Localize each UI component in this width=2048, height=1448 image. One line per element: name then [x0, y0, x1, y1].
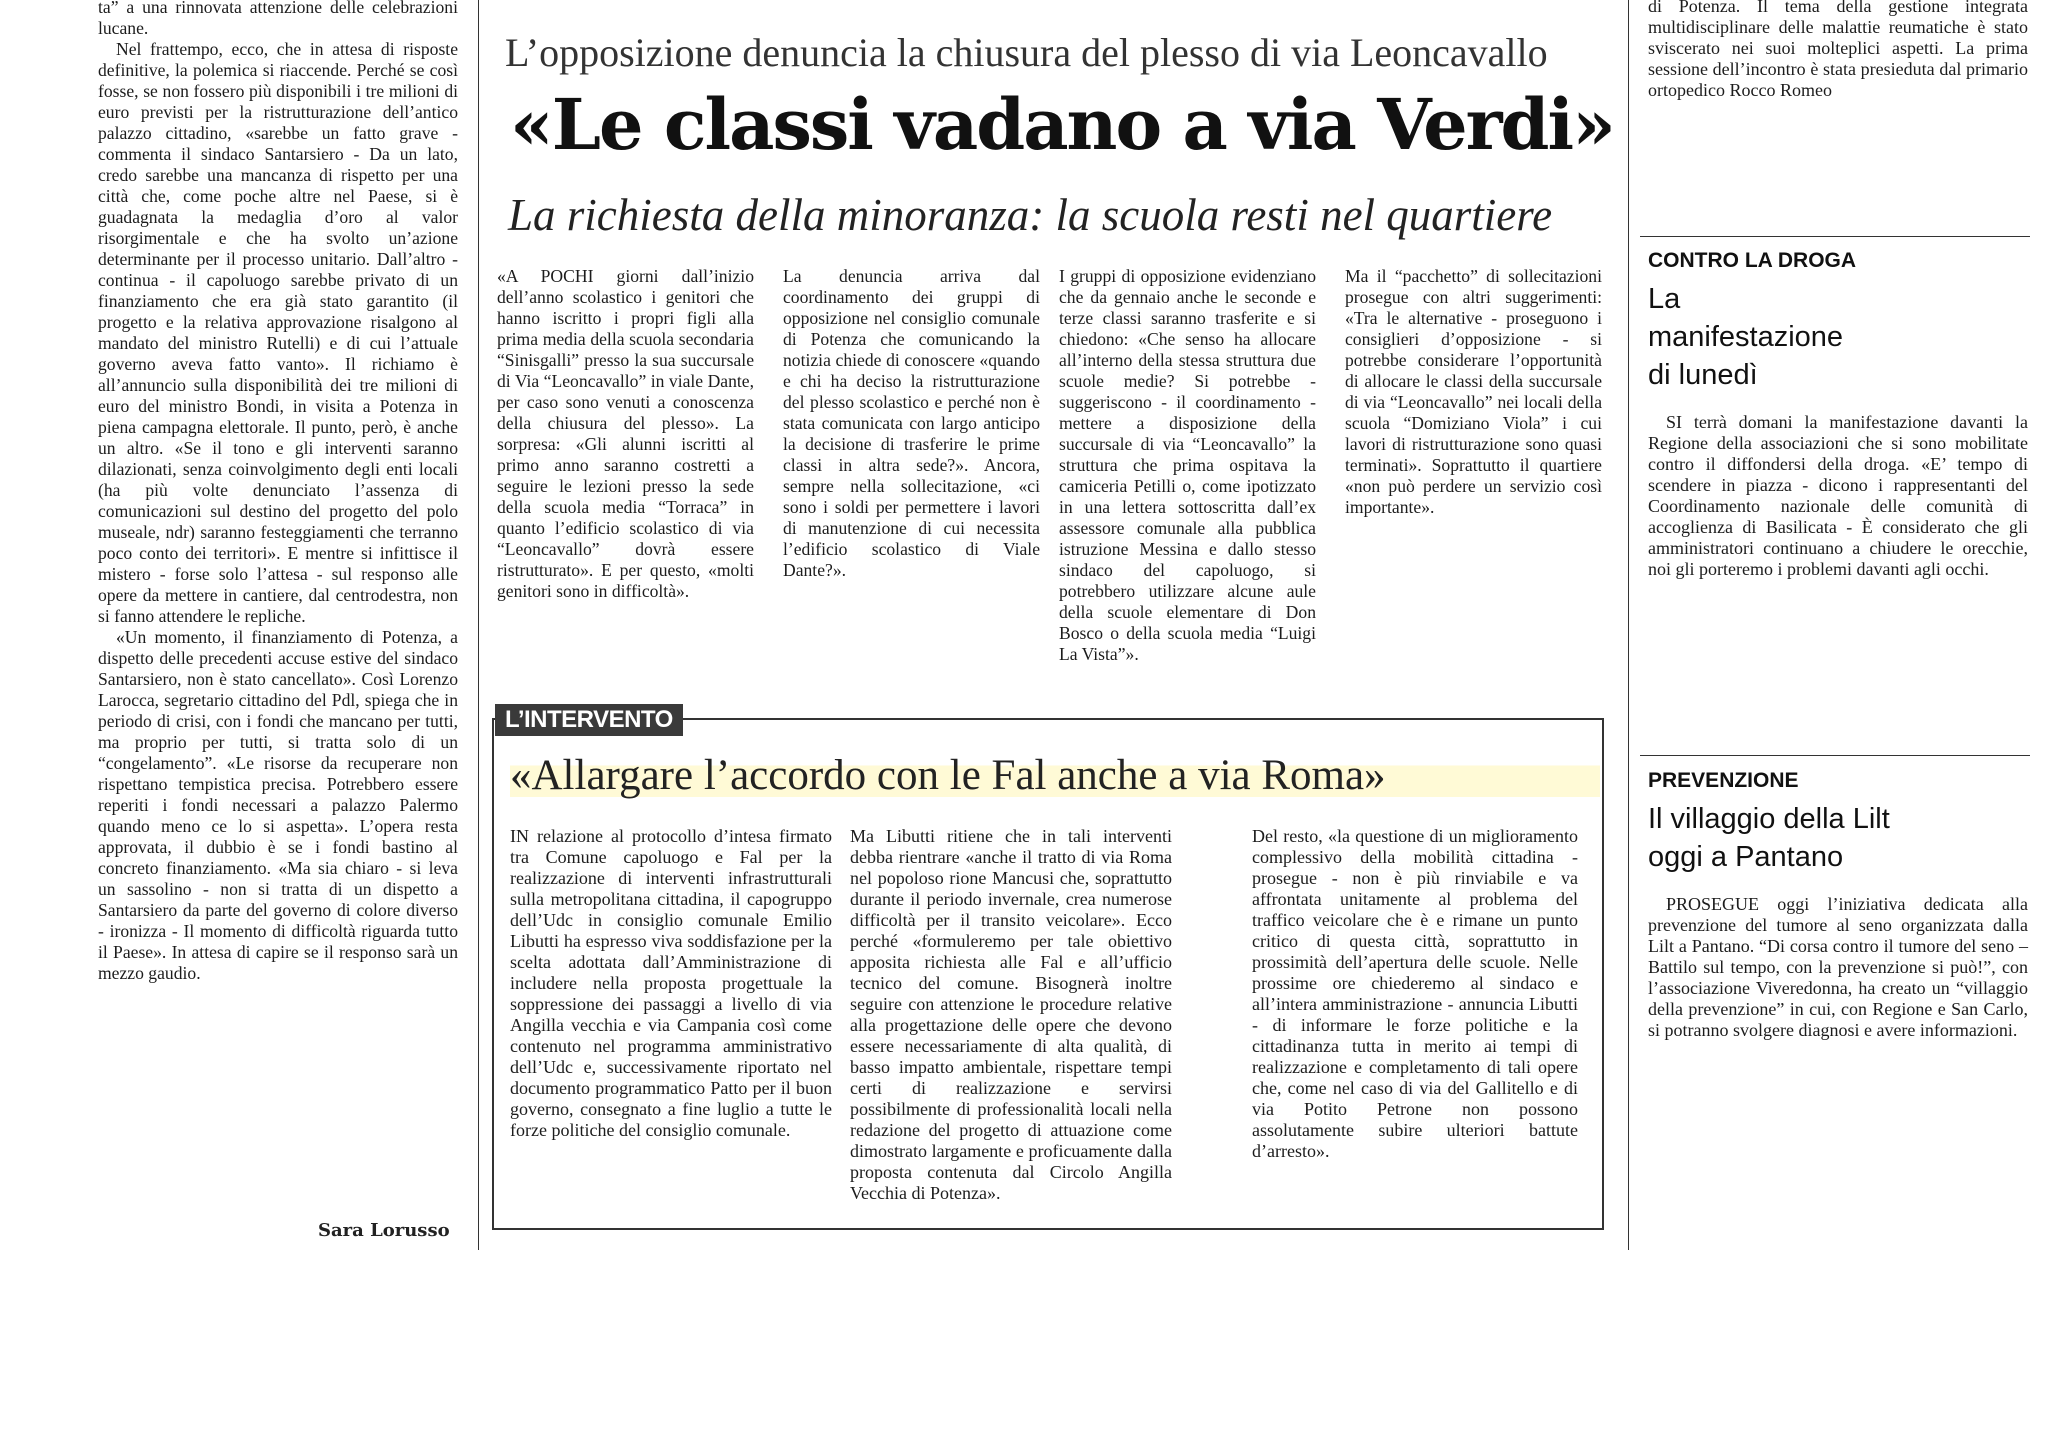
section-body: SI terrà domani la manifestazione davanti la Regione della associazioni che si sono mobilitate contro il diffondersi della droga. «E’ tempo di scendere in piazza - dicono i rappresentanti del Coordinamento nazionale delle comunità di accoglienza di Basilicata - È considerato che gli amministratori continuano a chiudere le orecchie, noi gli porteremo i problemi davanti agli occhi. [1648, 412, 2028, 579]
intervento-column [1252, 826, 1578, 1162]
article-paragraph: Ma il “pacchetto” di sollecitazioni prosegue con altri suggerimenti: «Tra le alternative - proseguono i consiglieri d’opposizione - si potrebbe considerare l’opportunità di allocare le classi della succursale di via “Leoncavallo” nei locali della scuola “Domiziano Viola” i cui lavori di ristrutturazione sono quasi terminati». Soprattutto il quartiere «non può perdere un servizio così importante». [1345, 266, 1602, 517]
article-column [497, 266, 754, 602]
intervento-column [510, 826, 832, 1141]
sidebar-top-text: di Potenza. Il tema della gestione integrata multidisciplinare delle malattie reumatiche è stato sviscerato nei suoi molteplici aspetti. La prima sessione dell’incontro è stata presieduta dal primario ortopedico Rocco Romeo [1648, 0, 2028, 100]
article-column [1059, 266, 1316, 665]
section-body: PROSEGUE oggi l’iniziativa dedicata alla prevenzione del tumore al seno organizzata dalla Lilt a Pantano. “Di corsa contro il tumore del seno – Battilo sul tempo, con la prevenzione si può!”, con l’associazione Viveredonna, ha creato un “villaggio della prevenzione” in cui, con Regione e San Carlo, si potranno svolgere diagnosi e avere informazioni. [1648, 894, 2028, 1040]
sidebar-droga [1648, 248, 2028, 580]
article-kicker: L’opposizione denuncia la chiusura del plesso di via Leoncavallo [505, 30, 1548, 75]
intervento-paragraph: Ma Libutti ritiene che in tali interventi debba rientrare «anche il tratto di via Roma nel popoloso rione Mancusi che, soprattutto durante il periodo invernale, crea numerose difficoltà per il transito veicolare». Ecco perché «formuleremo per tale obiettivo apposita richiesta alle Fal e all’ufficio tecnico del comune. Bisognerà inoltre seguire con attenzione le procedure relative alla progettazione delle opere che devono essere necessariamente di alta qualità, di basso impatto ambientale, rispettare tempi certi di realizzazione e servirsi possibilmente di professionalità locali nella redazione del progetto di attuazione come dimostrato largamente e proficuamente dalla proposta contenuta dal Circolo Angilla Vecchia di Potenza». [850, 826, 1172, 1203]
article-paragraph: «A POCHI giorni dall’inizio dell’anno scolastico i genitori che hanno iscritto i propri figli alla prima media della scuola secondaria “Sinisgalli” presso la sua succursale di Via “Leoncavallo” in viale Dante, per caso sono venuti a conoscenza della chiusura del plesso». La sorpresa: «Gli alunni iscritti al primo anno saranno costretti a seguire le lezioni presso la sede della scuola media “Torraca” in quanto l’edificio scolastico di via “Leoncavallo” dovrà essere ristrutturato». E per questo, «molti genitori sono in difficoltà». [497, 266, 754, 601]
article-column [1345, 266, 1602, 518]
column-divider [478, 0, 479, 1250]
sidebar-prevenzione [1648, 768, 2028, 1041]
sidebar-top [1648, 0, 2028, 101]
left-article-paragraph: «Un momento, il finanziamento di Potenza, a dispetto delle precedenti accuse estive del sindaco Santarsiero, non è stato cancellato». Così Lorenzo Larocca, segretario cittadino del Pdl, spiega che in periodo di crisi, con i fondi che mancano per tutti, ma proprio per tutti, si tratta solo di un “congelamento”. «Le risorse da recuperare non rispettano tempistica precisa. Potrebbero essere reperiti i fondi necessari a palazzo Palermo quando meno ce lo si aspetta». L’opera resta approvata, il dubbio è se i fondi bastino al concreto finanziamento. «Ma sia chiaro - si leva un sassolino - non si tratta di un dispetto a Santarsiero da parte del governo di colore diverso - ironizza - Il momento di difficoltà riguarda tutto il Paese». In attesa di capire se il responso sarà un mezzo gaudio. [98, 627, 458, 983]
article-headline: «Le classi vadano a via Verdi» [510, 83, 1614, 166]
left-article-top-line: ta” a una rinnovata attenzione delle celebrazioni lucane. [98, 0, 458, 38]
intervento-tag: L’INTERVENTO [495, 704, 683, 736]
section-title: La manifestazione di lunedì [1648, 283, 1844, 391]
sidebar-divider [1628, 0, 1629, 1250]
article-paragraph: I gruppi di opposizione evidenziano che da gennaio anche le seconde e terze classi saranno trasferite e si chiedono: «Che senso ha allocare all’interno della stessa struttura due scuole medie? Si potrebbe - suggeriscono - il coordinamento - mettere a disposizione della succursale di via “Leoncavallo” la struttura che prima ospitava la camiceria Petilli o, come ipotizzato in una lettera sottoscritta dall’ex assessore comunale alla pubblica istruzione Messina e dallo stesso sindaco del capoluogo, si potrebbero utilizzare alcune aule della scuole elementare di Don Bosco o della scuola media “Luigi La Vista”». [1059, 266, 1316, 664]
intervento-title: «Allargare l’accordo con le Fal anche a via Roma» [510, 750, 1600, 802]
article-column [783, 266, 1040, 581]
intervento-paragraph: Del resto, «la questione di un miglioramento complessivo della mobilità cittadina - prosegue - non è più rinviabile e va affrontata unitamente al problema del traffico veicolare che è e rimane un punto critico di questa città, soprattutto in prossimità dell’apertura delle scuole. Nelle prossime ore chiederemo al sindaco e all’intera amministrazione - annuncia Libutti - di informare le forze politiche e la cittadinanza tutta in merito ai tempi di realizzazione e completamento di tali opere che, come nel caso di via del Gallitello e di via Potito Petrone non possono assolutamente subire ulteriori battute d’arresto». [1252, 826, 1578, 1161]
left-article-column [98, 0, 458, 984]
article-subheadline: La richiesta della minoranza: la scuola resti nel quartiere [508, 190, 1553, 240]
intervento-paragraph: IN relazione al protocollo d’intesa firmato tra Comune capoluogo e Fal per la realizzazione di interventi infrastrutturali sulla metropolitana cittadina, il capogruppo dell’Udc in consiglio comunale Emilio Libutti ha espresso viva soddisfazione per la scelta adottata dall’Amministrazione di includere nella proposta progettuale la soppressione dei passaggi a livello di via Angilla vecchia e via Campania così come contenuto nel programma amministrativo dell’Udc e, successivamente riportato nel documento programmatico Patto per il buon governo, consegnato a fine luglio a tutte le forze politiche del consiglio comunale. [510, 826, 832, 1140]
section-label: PREVENZIONE [1648, 769, 1799, 792]
section-title: Il villaggio della Lilt oggi a Pantano [1648, 803, 1890, 873]
intervento-column [850, 826, 1172, 1204]
byline: Sara Lorusso [318, 1220, 450, 1241]
article-paragraph: La denuncia arriva dal coordinamento dei gruppi di opposizione nel consiglio comunale di Potenza che comunicando la notizia chiede di conoscere «quando e chi ha deciso la ristrutturazione del plesso scolastico e perché non è stata comunicata con largo anticipo la decisione di trasferire le prime classi in altra sede?». Ancora, sempre nella sollecitazione, «ci sono i soldi per permettere i lavori di manutenzione di cui necessita l’edificio scolastico di Viale Dante?». [783, 266, 1040, 580]
sidebar-rule [1640, 236, 2030, 237]
section-label: CONTRO LA DROGA [1648, 249, 1857, 272]
sidebar-rule [1640, 755, 2030, 756]
left-article-paragraph: Nel frattempo, ecco, che in attesa di risposte definitive, la polemica si riaccende. Perché se così fosse, se non fossero più disponibili i tre milioni di euro previsti per la ristrutturazione dell’antico palazzo cittadino, «sarebbe un fatto grave - commenta il sindaco Santarsiero - Da un lato, credo sarebbe una mancanza di rispetto per una città che, come poche altre nel Paese, si è guadagnata la medaglia d’oro al valor risorgimentale e che ha svolto un’azione determinante per il processo unitario. Dall’altro - continua - il capoluogo sarebbe privato di un finanziamento che era già stato garantito (il progetto e la relativa approvazione risalgono al mandato del ministro Rutelli) e di cui l’attuale governo aveva fatto vanto». Il richiamo è all’annuncio sulla disponibilità dei tre milioni di euro del ministro Bondi, in visita a Potenza in piena campagna elettorale. Il punto, però, è anche un altro. «Se il tono e gli interventi saranno dilazionati, senza coinvolgimento degli enti locali (ha più volte denunciato l’assenza di comunicazioni sul destino del progetto del polo museale, ndr) saranno festeggiamenti che terranno poco conto dei territori». E mentre si infittisce il mistero - forse solo l’attesa - sul responso alle opere da mettere in cantiere, dal centrodestra, non si fanno attendere le repliche. [98, 39, 458, 626]
